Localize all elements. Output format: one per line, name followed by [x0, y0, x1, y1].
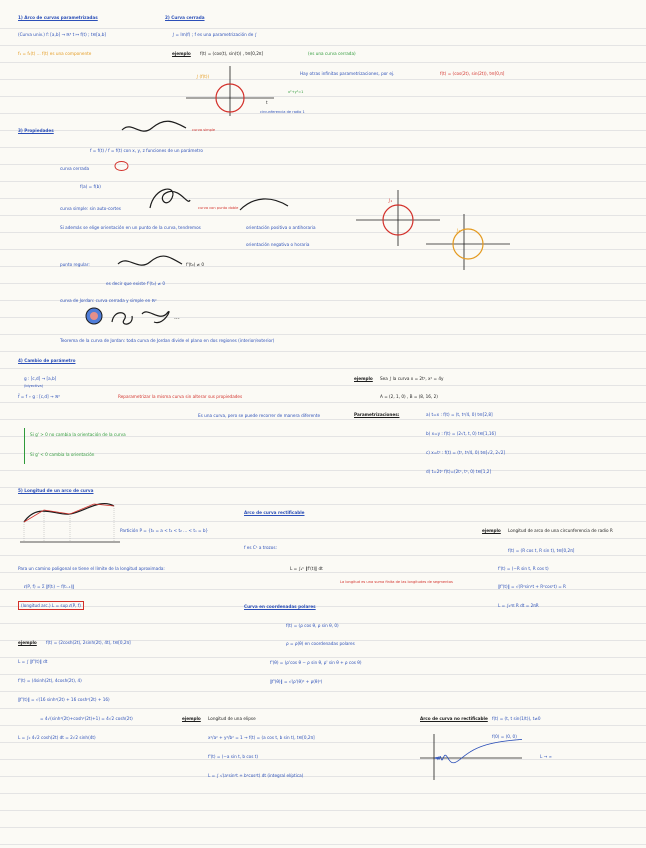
closed-curve-def: ∫ = Im(f) ; f es una parametrización de ∫	[172, 32, 257, 37]
curve-definition: (Curva univ.) f: [a,b] → ℝ³ t ↦ f(t) ; t∈[a,b]	[18, 32, 106, 37]
unit-circle-sketch	[186, 62, 276, 118]
arc-length-formula: L = ∫ₐᵇ ‖f'(t)‖ dt	[290, 566, 323, 571]
non-rectifiable-heading: Arco de curva no rectificable	[420, 716, 488, 721]
axis-t-label: t	[266, 100, 268, 105]
example-label-4: ejemplo	[354, 376, 373, 381]
closed-curve-equation: f(a) = f(b)	[80, 184, 101, 189]
example-1-note: (es una curva cerrada)	[308, 51, 356, 56]
example-4-param-label: Parametrizaciones:	[354, 412, 400, 417]
reparam-bijective: (biyectiva)	[24, 384, 44, 388]
reparam-same-curve: Es una curva, pero se puede recorrer de manera diferente	[198, 413, 321, 418]
reparam-composition: f̃ = f ∘ g : [c,d] → ℝ³	[18, 394, 60, 399]
example-6-length-integral: L = ∫ ‖f'(t)‖ dt	[18, 659, 48, 664]
example-6-derivative: f'(t) = (4sinh(2t), 4cosh(2t), 4)	[18, 678, 82, 683]
example-6-norm-simplified: = 4√(sinh²(2t)+cosh²(2t)+1) = 4√2 cosh(2t)	[40, 716, 133, 721]
example-6-length-result: L = ∫₀ 4√2 cosh(2t) dt = 2√2 sinh(4t)	[18, 735, 96, 740]
wavy-curve-sketch	[120, 118, 190, 138]
orientation-reversed: Si g' < 0 cambia la orientación	[30, 452, 95, 457]
orientation-note: Si además se elige orientación en un punto de la curva, tendremos	[60, 225, 201, 230]
closed-curve-sketch	[112, 158, 132, 174]
oscillating-curve-sketch	[416, 732, 526, 782]
regular-curve-sketch	[116, 252, 186, 272]
orientation-positive: orientación positiva o antihoraria	[246, 225, 316, 230]
example-4-param-b: b) x=y : f(t) = (2√t, t, 0) t∈[1,16]	[426, 431, 496, 436]
gamma-2-label: ∫₂	[456, 229, 461, 234]
jordan-curves-sketch	[84, 304, 194, 328]
polar-derivative: f'(θ) = (ρ'cos θ − ρ sin θ, ρ' sin θ + ρ cos θ)	[270, 660, 362, 665]
polar-note: ρ = ρ(θ) en coordenadas polares	[286, 641, 355, 646]
heading-section-2: 2) Curva cerrada	[165, 15, 205, 20]
svg-text:...: ...	[174, 314, 180, 321]
param-alt: f(t) = (cos(2t), sin(2t)), t∈[0,π]	[440, 71, 505, 76]
example-6-norm: ‖f'(t)‖ = √(16 sinh²(2t) + 16 cosh²(2t) + 16)	[18, 697, 110, 702]
polygonal-length: ℓ(P, f) = Σ ‖f(tᵢ) − f(tᵢ₋₁)‖	[24, 584, 75, 589]
heading-section-1: 1) Arco de curvas parametrizadas	[18, 15, 98, 20]
regular-point-note: es decir que existe f'(t₀) ≠ 0	[106, 281, 165, 286]
circle-equation: x²+y²=1	[288, 90, 304, 94]
vector-definition: f = f(t) / f = f(t) con x, y, z funciones de un parámetro	[90, 148, 203, 153]
regular-point-equation: f'(t₀) ≠ 0	[186, 262, 205, 267]
circle-label: ∫ (f(t))	[196, 74, 210, 79]
orientation-kept: Si g' > 0 no cambia la orientación de la curva	[30, 432, 126, 437]
negative-orientation-sketch	[424, 210, 514, 272]
polar-param: f(t) = (ρ cos θ, ρ sin θ, 0)	[286, 623, 339, 628]
heading-section-5: 5) Longitud de un arco de curva	[18, 488, 94, 493]
partition-def: Partición P = {t₀ = a < t₁ < t₂ ... < tₙ = b}	[120, 528, 209, 533]
curve-with-loop-sketch	[148, 182, 192, 214]
example-6-param: f(t) = (2cosh(2t), 2sinh(2t), 4t), t∈[0,2π]	[46, 640, 131, 645]
circle-note: circunferencia de radio 1	[260, 110, 305, 114]
ellipse-param: x²/a² + y²/b² = 1 → f(t) = (a cos t, b sin t), t∈[0,2π]	[208, 735, 315, 740]
param-note: Hay otras infinitas parametrizaciones, por ej.	[300, 71, 395, 76]
example-5-derivative: f'(t) = (−R sin t, R cos t)	[498, 566, 549, 571]
non-rectifiable-origin: f(0) = (0, 0)	[492, 734, 517, 739]
example-label-6: ejemplo	[18, 640, 37, 645]
simple-curve-def: curva simple: sin auto-cortes	[60, 206, 121, 211]
jordan-theorem: Teorema de la curva de Jordan: toda curva de Jordan divide el plano en dos regiones (interior/exterior)	[60, 338, 275, 343]
double-point-label: curva con punto doble	[198, 206, 239, 210]
heading-section-4: 4) Cambio de parámetro	[18, 358, 76, 363]
regular-point-label: punto regular:	[60, 262, 90, 267]
polygonal-note: Para un camino poligonal se tiene el límite de la longitud aproximada:	[18, 566, 165, 571]
example-5-param: f(t) = (R cos t, R sin t), t∈[0,2π]	[508, 548, 575, 553]
example-label-5: ejemplo	[482, 528, 501, 533]
orientation-negative: orientación negativa o horaria	[246, 242, 310, 247]
heading-rectifiable: Arco de curva rectificable	[244, 510, 305, 515]
c1-piecewise-note: f es C¹ a trozos:	[244, 545, 277, 550]
example-5-title: Longitud de arco de una circunferencia de radio R	[508, 528, 613, 533]
reparam-note: Reparametrizar la misma curva sin alterar sus propiedades	[118, 394, 243, 399]
example-4-param-a: a) t=x : f(t) = (t, t²/4, 0) t∈[2,8]	[426, 412, 493, 417]
orientation-bracket	[24, 428, 25, 464]
component-note: f₁ = f₁(t) ... f(t) es una componente	[18, 51, 92, 56]
ellipse-title: Longitud de una elipse	[208, 716, 256, 721]
gamma-1-label: ∫₁	[388, 199, 393, 204]
simple-arc-sketch	[238, 196, 290, 214]
example-4-param-c: c) x=t² : f(t) = (t², t⁴/4, 0) t∈[√2, 2√2]	[426, 450, 506, 455]
example-4-points: A = (2, 1, 0) , B = (8, 16, 2)	[380, 394, 438, 399]
example-label-1: ejemplo	[172, 51, 191, 56]
closed-curve-label: curva cerrada	[60, 166, 90, 171]
heading-section-3: 3) Propiedades	[18, 128, 54, 133]
example-5-length: L = ∫₀²π R dt = 2πR	[498, 603, 539, 608]
polar-heading: Curva en coordenadas polares	[244, 604, 316, 609]
polygonal-approx-sketch	[14, 494, 124, 550]
example-5-norm: ‖f'(t)‖ = √(R²sin²t + R²cos²t) = R	[498, 584, 566, 589]
jordan-curve-def: curva de Jordan: curva cerrada y simple en ℝ²	[60, 298, 157, 303]
example-4-title: Sea ∫ la curva x = 2t², x² = 4y	[380, 376, 444, 381]
reparam-definition: g : [c,d] → [a,b]	[24, 376, 57, 381]
polar-norm: ‖f'(θ)‖ = √(ρ'(θ)² + ρ(θ)²)	[270, 679, 323, 684]
example-1-param: f(t) = (cos(t), sin(t)) , t∈[0,2π]	[200, 51, 264, 56]
arc-length-def: (longitud arc.) L = sup ℓ(P, f)	[18, 601, 84, 610]
arc-length-note: La longitud es una suma finita de las longitudes de segmentos	[340, 580, 453, 584]
simple-curve-label: curva simple	[192, 128, 216, 132]
ellipse-length: L = ∫ √(a²sin²t + b²cos²t) dt (integral elíptica)	[208, 773, 304, 778]
ellipse-derivative: f'(t) = (−a sin t, b cos t)	[208, 754, 259, 759]
non-rectifiable-param: f(t) = (t, t sin(1/t)), t≠0	[492, 716, 541, 721]
example-4-param-d: d) t=2t² f(t)=(2t², t⁴, 0) t∈[1,2]	[426, 469, 492, 474]
non-rectifiable-length: L → ∞	[540, 754, 552, 759]
example-label-ellipse: ejemplo	[182, 716, 201, 721]
